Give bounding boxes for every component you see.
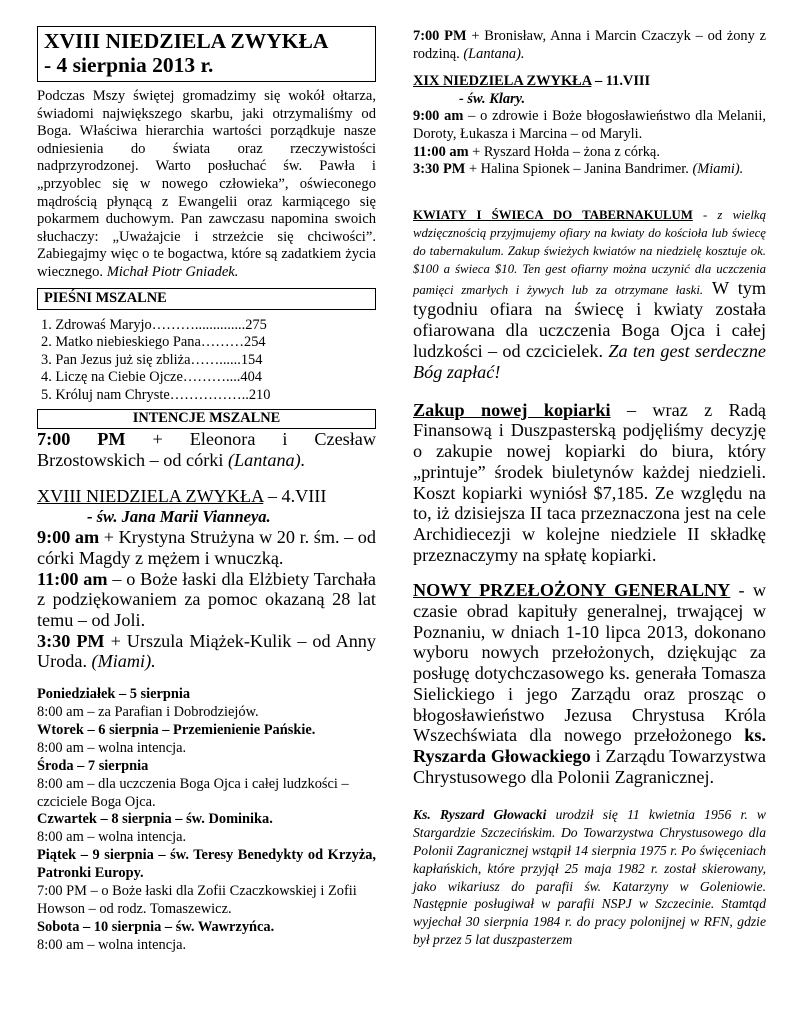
general-title: NOWY PRZEŁOŻONY GENERALNY — [413, 580, 731, 601]
bulletin-date: - 4 sierpnia 2013 r. — [44, 53, 214, 77]
flowers-italic-text: - z wielką wdzięcznością przyjmujemy ofiary na kwiaty do kościoła lub świecę do tabernakulum. Zakup świeżych kwiatów na niedzielę kosztuje ok. $100 a świeca $10. Ten gest ofiarny można uczynić dla uczczenia pamięci zmarłych i żywych lub za otrzymane łaski. — [413, 207, 766, 297]
intro-paragraph — [37, 88, 376, 282]
bio-paragraph — [413, 806, 766, 948]
flowers-notice — [413, 206, 766, 383]
weekday-mass: 8:00 am – wolna intencja. — [37, 936, 187, 953]
mass-text: + Bronisław, Anna i Marcin Czaczyk – od żony z rodziną. — [413, 28, 766, 62]
weekday-item — [37, 811, 376, 847]
mass-time: 3:30 PM — [37, 630, 105, 651]
general-notice — [413, 580, 766, 787]
flowers-title: KWIATY I ŚWIECA DO TABERNAKULUM — [413, 207, 693, 222]
sunday-title: XVIII NIEDZIELA ZWYKŁA — [37, 486, 264, 507]
weekday-item — [37, 847, 376, 919]
bulletin-title: XVIII NIEDZIELA ZWYKŁA — [44, 29, 329, 53]
sunday-mass-2 — [37, 569, 376, 631]
mass-time: 3:30 PM — [413, 161, 466, 178]
saturday-mass-continued — [413, 28, 766, 63]
copier-title: Zakup nowej kopiarki — [413, 399, 611, 420]
copier-notice — [413, 400, 766, 566]
songs-list — [37, 317, 376, 405]
mass-time: 9:00 am — [37, 527, 100, 548]
left-column — [37, 0, 376, 955]
mass-location: (Lantana). — [227, 449, 306, 470]
xix-title: XIX NIEDZIELA ZWYKŁA — [413, 73, 592, 90]
sunday-saint: - św. Jana Marii Vianneya. — [87, 507, 271, 527]
flowers-thanks: Za ten gest serdeczne Bóg zapłać! — [413, 340, 766, 382]
mass-text: + Ryszard Hołda – żona z córką. — [468, 143, 660, 160]
intro-text: Podczas Mszy świętej gromadzimy się wokół ołtarza, świadomi największego skarbu, jaki otrzymaliśmy od Boga. Właściwa hierarchia wartości porządkuje nasze odniesienia do świata oraz rzeczywistości nadprzyrodzonej. Warto posłuchać św. Pawła i „przyoblec się w nowego człowieka”, oświeconego mądrością płynącą z Ewangelii oraz karmiącego się pokarmem duchowym. Pan zawczasu napomina swoich słuchaczy: „Uważajcie i strzeżcie się chciwości”. Zabiegajmy więc o te bogactwa, które są zadatkiem życia wiecznego. — [37, 88, 376, 280]
general-text: - w czasie obrad kapituły generalnej, trwającej w Poznaniu, w dniach 1-10 lipca 2013, dokonano wyboru nowych przełożonych, dziękując za posługę dotychczasowego ks. generała Tomasza Sielickiego i jego Zarządu oraz prosząc o błogosławieństwo Jezusa Chrystusa Króla Wszechświata dla nowego przełożonego — [413, 580, 766, 746]
general-name: ks. Ryszarda Głowackiego — [413, 725, 766, 766]
weekday-mass: 8:00 am – wolna intencja. — [37, 739, 187, 756]
sunday-date: – 4.VIII — [263, 486, 327, 507]
weekday-mass: 8:00 am – wolna intencja. — [37, 829, 187, 846]
saturday-evening-mass — [37, 429, 376, 470]
mass-text: + Urszula Miążek-Kulik – od Anny Uroda. — [37, 630, 376, 672]
xix-mass-1 — [413, 108, 766, 143]
flowers-text: W tym tygodniu ofiara na świecę i kwiaty została ofiarowana dla uczczenia Boga Ojca i całej ludzkości – od czcicielek. — [413, 277, 766, 361]
mass-text: – o zdrowie i Boże błogosławieństwo dla Melanii, Doroty, Łukasza i Marcina – od Maryli. — [413, 108, 766, 142]
xix-date: – 11.VIII — [591, 73, 651, 90]
weekday-item — [37, 919, 376, 955]
weekday-day: Sobota – 10 sierpnia – św. Wawrzyńca. — [37, 918, 275, 935]
bulletin-title-box — [37, 26, 376, 82]
xix-mass-3 — [413, 161, 766, 179]
weekday-day: Środa – 7 sierpnia — [37, 757, 149, 774]
mass-time: 7:00 PM — [37, 429, 126, 450]
song-item: 1. Zdrowaś Maryjo………..............275 — [41, 316, 267, 333]
sunday-mass-3 — [37, 631, 376, 672]
mass-time: 11:00 am — [413, 143, 469, 160]
weekday-item — [37, 722, 376, 758]
intro-author: Michał Piotr Gniadek. — [106, 263, 239, 280]
mass-time: 11:00 am — [37, 568, 108, 589]
weekday-item — [37, 758, 376, 812]
mass-text: + Halina Spionek – Janina Bandrimer. — [465, 161, 693, 178]
bio-name: Ks. Ryszard Głowacki — [413, 807, 547, 823]
mass-text: + Krystyna Strużyna w 20 r. śm. – od córki Magdy z mężem i wnuczką. — [37, 527, 376, 568]
weekday-item — [37, 686, 376, 722]
weekday-mass: 8:00 am – za Parafian i Dobrodziejów. — [37, 703, 259, 720]
copier-text: – wraz z Radą Finansową i Duszpasterską podjęliśmy decyzję o zakupie nowej kopiarki do biura, który „printuje” środek biuletynów każdej niedzieli. Koszt kopiarki wyniósł $7,185. Ze względu na to, iż dzisiejsza II taca przeznaczona jest na cele Archidiecezji w kolejne niedziele II składkę przeznaczymy na spłatę kopiarki. — [413, 399, 766, 565]
bio-text: urodził się 11 kwietnia 1956 r. w Stargardzie Szczecińskim. Do Towarzystwa Chrystusowego dla Polonii Zagranicznej wstąpił 14 sierpnia 1975 r. Po święceniach kapłańskich, które przyjął 25 maja 1982 r. został skierowany, jako wikariusz do parafii św. Katarzyny w Goleniowie. Następnie posługiwał w parafii NSPJ w Szczecinie. Stamtąd wyjechał 30 sierpnia 1984 r. do pracy polonijnej w RFN, gdzie był przez 5 lat duszpasterzem — [413, 807, 766, 947]
mass-location: (Lantana). — [463, 45, 525, 62]
weekday-schedule — [37, 686, 376, 955]
right-column — [413, 0, 766, 949]
songs-header: PIEŚNI MSZALNE — [37, 288, 376, 310]
general-text-2: i Zarządu Towarzystwa Chrystusowego dla Polonii Zagranicznej. — [413, 746, 766, 787]
intentions-header: INTENCJE MSZALNE — [37, 409, 376, 429]
sunday-mass-1 — [37, 527, 376, 568]
weekday-day: Czwartek – 8 sierpnia – św. Dominika. — [37, 811, 273, 828]
mass-text: – o Boże łaski dla Elżbiety Tarchała z podziękowaniem za pomoc okazaną 28 lat temu – od Joli. — [37, 568, 377, 630]
xix-heading — [413, 73, 766, 91]
song-item: 5. Króluj nam Chryste……………..210 — [41, 386, 271, 403]
sunday-heading — [37, 486, 376, 507]
weekday-day: Piątek – 9 sierpnia – św. Teresy Benedykty od Krzyża, Patronki Europy. — [37, 847, 376, 882]
weekday-mass: 8:00 am – dla uczczenia Boga Ojca i całej ludzkości – czciciele Boga Ojca. — [37, 775, 349, 810]
weekday-day: Poniedziałek – 5 sierpnia — [37, 686, 191, 703]
mass-location: (Miami). — [91, 651, 156, 672]
mass-time: 9:00 am — [413, 108, 464, 125]
weekday-mass: 7:00 PM – o Boże łaski dla Zofii Czaczkowskiej i Zofii Howson – od rodz. Tomaszewicz. — [37, 883, 357, 917]
song-item: 4. Liczę na Ciebie Ojcze………....404 — [41, 369, 262, 386]
mass-text: + Eleonora i Czesław Brzostowskich – od córki — [37, 429, 376, 470]
song-item: 3. Pan Jezus już się zbliża……......154 — [41, 351, 263, 368]
song-item: 2. Matko niebieskiego Pana………254 — [41, 334, 266, 351]
xix-saint: - św. Klary. — [459, 90, 526, 107]
mass-time: 7:00 PM — [413, 28, 467, 44]
xix-mass-2 — [413, 144, 766, 162]
mass-location: (Miami). — [692, 161, 744, 178]
weekday-day: Wtorek – 6 sierpnia – Przemienienie Pańskie. — [37, 721, 316, 738]
